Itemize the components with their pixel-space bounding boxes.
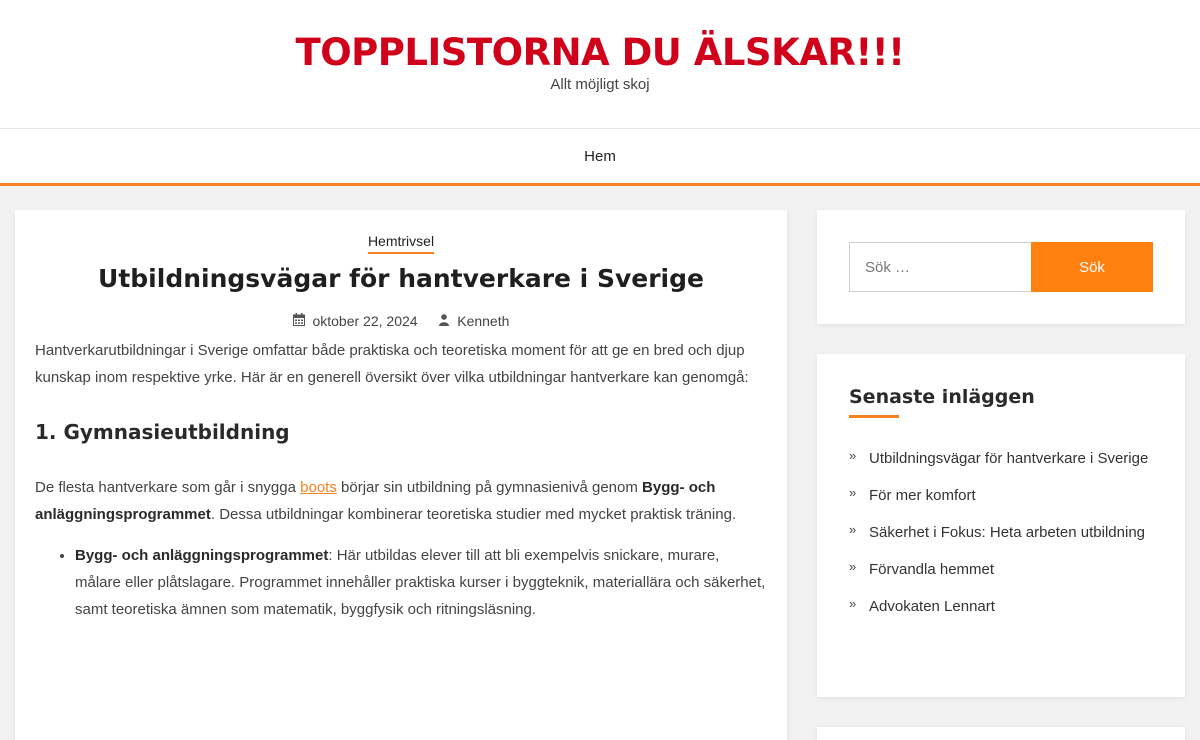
site-title[interactable]: TOPPLISTORNA DU ÄLSKAR!!!	[295, 31, 905, 74]
recent-post-link[interactable]: För mer komfort	[869, 487, 976, 504]
post-content	[35, 337, 767, 623]
list-item	[849, 447, 1149, 471]
recent-posts-list	[849, 447, 1149, 632]
list-item	[849, 484, 1149, 508]
body-paragraph: De flesta hantverkare som går i snygga boots börjar sin utbildning på gymnasienivå genom Bygg- och anläggningsprogrammet. Dessa utbildningar kombinerar teoretiska studier med mycket praktisk träning.	[35, 479, 737, 524]
nav-item-home[interactable]: Hem	[584, 148, 616, 165]
chevron-right-icon: »	[849, 559, 857, 574]
chevron-right-icon: »	[849, 522, 857, 537]
post-author-link[interactable]: Kenneth	[457, 313, 510, 330]
chevron-right-icon: »	[849, 596, 857, 611]
user-icon	[439, 313, 449, 329]
recent-posts-widget	[817, 354, 1185, 697]
calendar-icon	[293, 313, 305, 329]
next-widget	[817, 727, 1185, 740]
bullet-list	[35, 542, 767, 623]
article	[15, 210, 787, 740]
intro-paragraph: Hantverkarutbildningar i Sverige omfattar både praktiska och teoretiska moment för att ge en bred och djup kunskap inom respektive yrke. Här är en generell översikt över vilka utbildningar hantverkare kan genomgå:	[35, 342, 749, 387]
list-item	[849, 521, 1149, 545]
search-widget	[817, 210, 1185, 324]
post-meta	[35, 312, 767, 329]
site-tagline: Allt möjligt skoj	[550, 76, 650, 93]
recent-post-link[interactable]: Förvandla hemmet	[869, 561, 995, 578]
main-nav	[0, 129, 1200, 186]
title-underline	[849, 415, 899, 418]
list-item	[849, 595, 1149, 619]
widget-title: Senaste inläggen	[849, 386, 1035, 408]
recent-post-link[interactable]: Säkerhet i Fokus: Heta arbeten utbildning	[869, 524, 1145, 541]
list-item	[849, 558, 1149, 582]
search-button[interactable]: Sök	[1031, 242, 1153, 292]
chevron-right-icon: »	[849, 448, 857, 463]
post-title: Utbildningsvägar för hantverkare i Sverige	[98, 264, 704, 293]
search-input[interactable]	[849, 242, 1031, 292]
site-header	[0, 0, 1200, 129]
chevron-right-icon: »	[849, 485, 857, 500]
section-heading: 1. Gymnasieutbildning	[35, 420, 290, 445]
list-item: • Bygg- och anläggningsprogrammet: Här utbildas elever till att bli exempelvis snickare, murare, målare eller plåtslagare. Programmet innehåller praktiska kurser i byggteknik, materiallära och säkerhet, samt teoretiska ämnen som matematik, byggfysik och ritningsläsning.	[75, 542, 767, 623]
post-date-link[interactable]: oktober 22, 2024	[312, 313, 418, 330]
recent-post-link[interactable]: Utbildningsvägar för hantverkare i Sverige	[869, 450, 1149, 467]
recent-post-link[interactable]: Advokaten Lennart	[869, 598, 995, 615]
category-link[interactable]: Hemtrivsel	[368, 233, 434, 254]
boots-link[interactable]: boots	[300, 479, 337, 497]
